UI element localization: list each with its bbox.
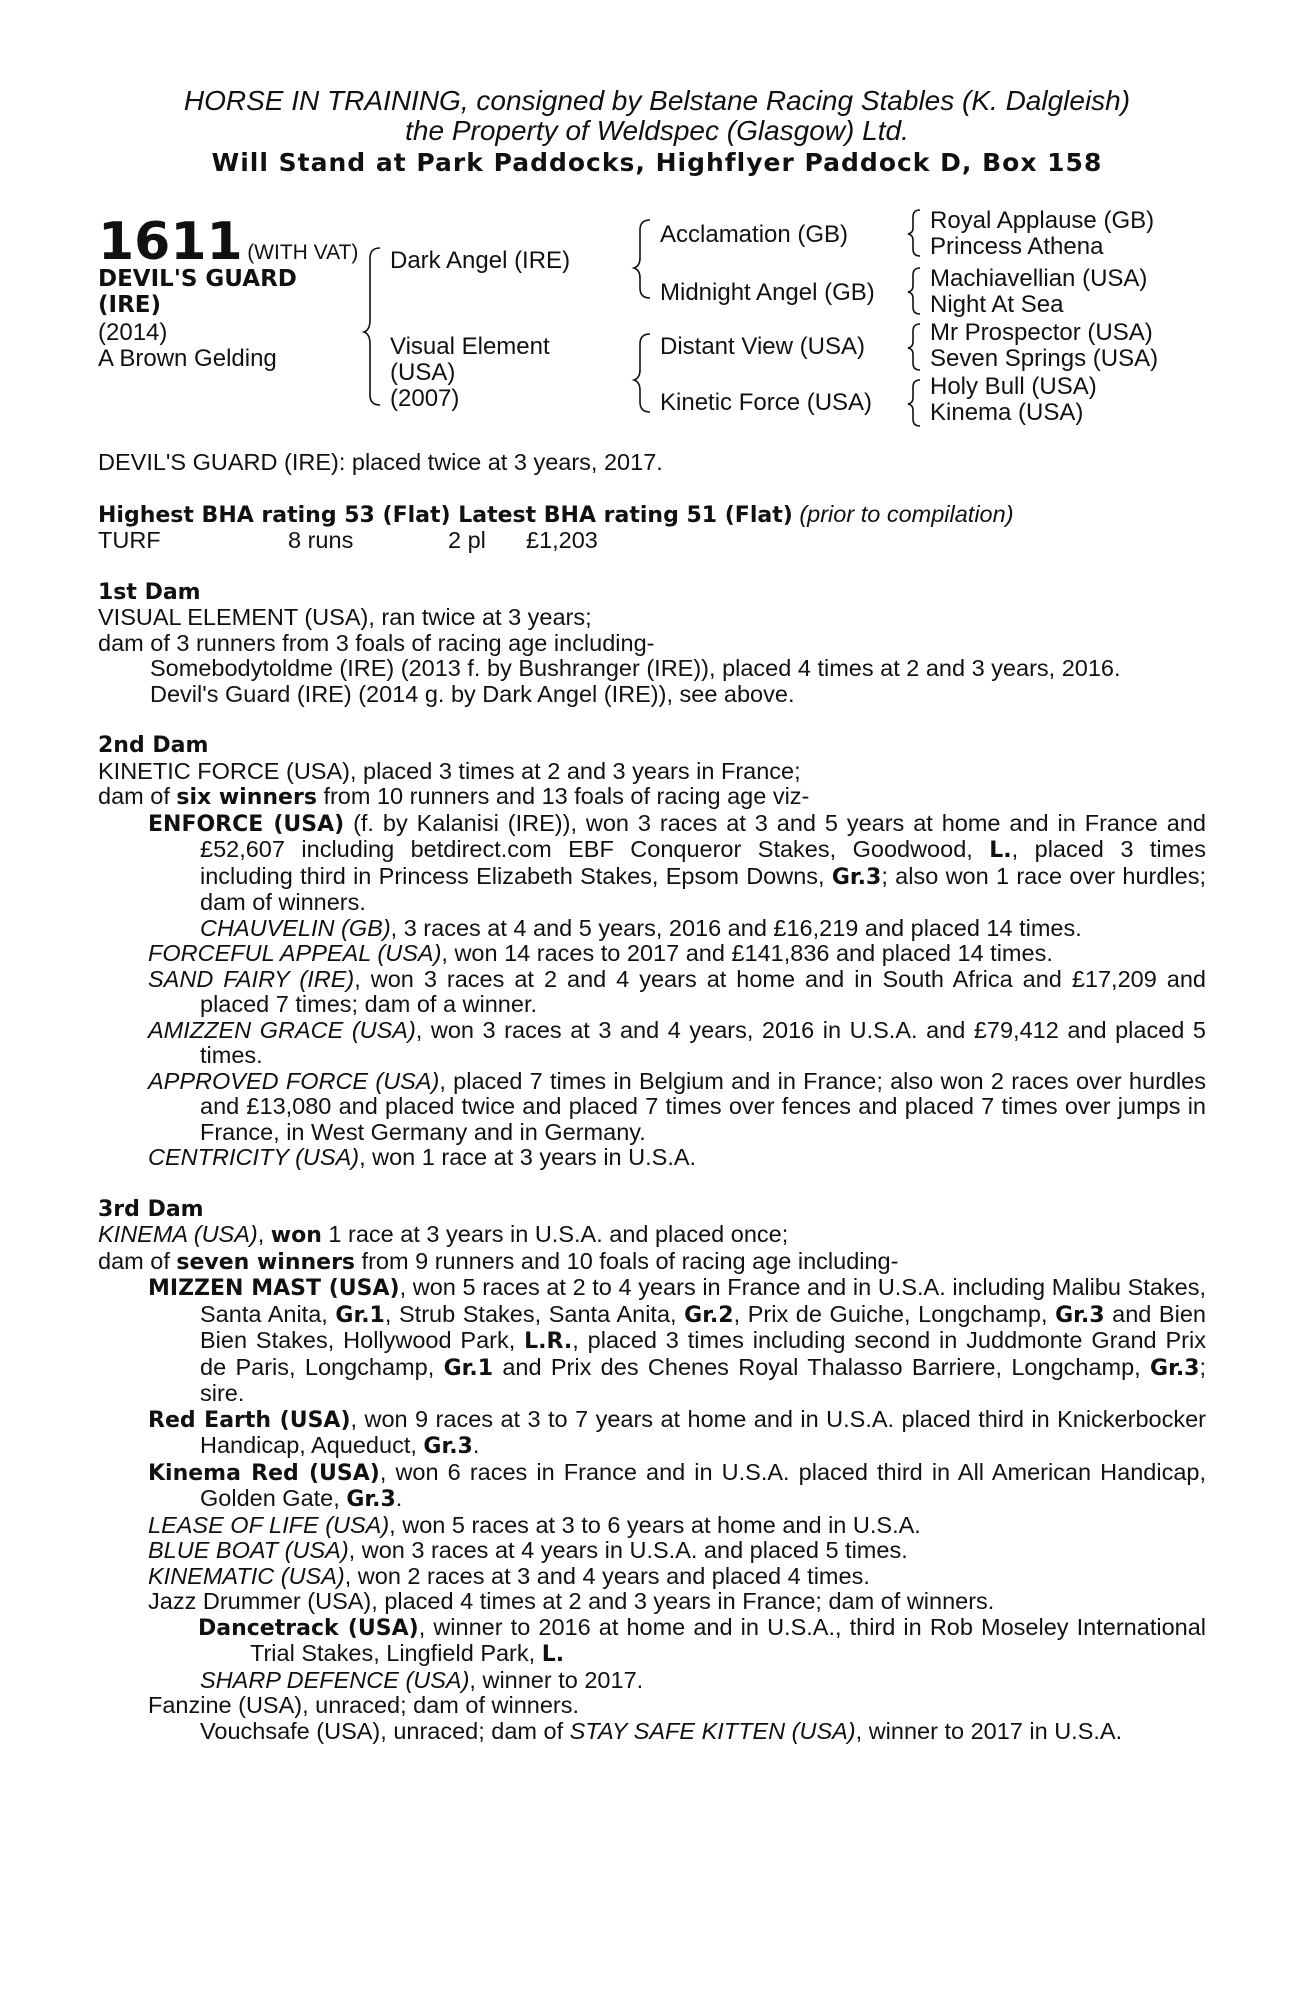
produce-entry: ENFORCE (USA) (f. by Kalanisi (IRE)), won 3 races at 3 and 5 years at home and in France and £52,607 including betdirect.com EBF Conqueror Stakes, Goodwood, L., placed 3 times including third in Princess Elizabeth Stakes, Epsom Downs, Gr.3; also won 1 race over hurdles; dam of winners. [148,809,1207,915]
first-dam-produce: dam of 3 runners from 3 foals of racing age including- [98,629,655,656]
produce-entry: SHARP DEFENCE (USA), winner to 2017. [200,1666,644,1693]
produce-entry: MIZZEN MAST (USA), won 5 races at 2 to 4 years in France and in U.S.A. including Malibu Stakes, Santa Anita, Gr.1, Strub Stakes, Santa Anita, Gr.2, Prix de Guiche, Longchamp, Gr.3 and Bien Bien Stakes, Hollywood Park, L.R., placed 3 times including second in Juddmonte Grand Prix de Paris, Longchamp, Gr.1 and Prix des Chenes Royal Thalasso Barriere, Longchamp, Gr.3; sire. [148,1274,1207,1406]
produce-entry: Somebodytoldme (IRE) (2013 f. by Bushranger (IRE)), placed 4 times at 2 and 3 years, 2016. [150,655,1121,681]
pedigree-sire-sire: Acclamation (GB) [660,221,849,248]
second-dam-produce: dam of six winners from 10 runners and 13 foals of racing age viz- [98,783,810,810]
produce-entry: SAND FAIRY (IRE), won 3 races at 2 and 4 years at home and in South Africa and £17,209 and placed 7 times; dam of a winner. [148,965,1206,1017]
bha-rating: Highest BHA rating 53 (Flat) Latest BHA rating 51 (Flat) (prior to compilation) [98,500,1014,528]
first-dam-line: VISUAL ELEMENT (USA), ran twice at 3 years; [98,604,592,630]
produce-entry: AMIZZEN GRACE (USA), won 3 races at 3 and 4 years, 2016 in U.S.A. and £79,412 and placed 5 times. [148,1016,1206,1068]
second-dam-heading: 2nd Dam [98,733,209,758]
produce-entry: Red Earth (USA), won 9 races at 3 to 7 years at home and in U.S.A. placed third in Knickerbocker Handicap, Aqueduct, Gr.3. [148,1405,1206,1459]
horse-year: (2014) [98,319,168,346]
pedigree-dam-sire: Distant View (USA) [660,333,865,360]
third-dam-heading: 3rd Dam [98,1196,204,1222]
produce-entry: BLUE BOAT (USA), won 3 races at 4 years in U.S.A. and placed 5 times. [148,1537,908,1563]
produce-entry: APPROVED FORCE (USA), placed 7 times in Belgium and in France; also won 2 races over hurdles and £13,080 and placed twice and placed 7 times over fences and placed 7 times over jumps in France, in West Germany and in Germany. [148,1067,1206,1145]
pedigree-dss: Mr Prospector (USA) [930,319,1153,346]
pedigree-sire: Dark Angel (IRE) [390,247,571,274]
third-dam-produce: dam of seven winners from 9 runners and 10 foals of racing age including- [98,1247,899,1275]
pedigree-ssd: Princess Athena [930,233,1104,260]
pedigree-dds: Holy Bull (USA) [930,373,1097,400]
header-line-2: the Property of Weldspec (Glasgow) Ltd. [405,115,909,146]
horse-name-line-2: (IRE) [98,292,162,318]
pedigree-sds: Machiavellian (USA) [930,265,1148,292]
produce-entry: FORCEFUL APPEAL (USA), won 14 races to 2017 and £141,836 and placed 14 times. [148,940,1053,966]
header-line-3: Will Stand at Park Paddocks, Highflyer Paddock D, Box 158 [211,148,1103,177]
produce-entry: Vouchsafe (USA), unraced; dam of STAY SAFE KITTEN (USA), winner to 2017 in U.S.A. [200,1717,1123,1744]
pedigree-sdd: Night At Sea [930,291,1064,318]
catalogue-body [98,450,1206,1744]
produce-entry: CENTRICITY (USA), won 1 race at 3 years in U.S.A. [148,1144,697,1170]
produce-entry: Devil's Guard (IRE) (2014 g. by Dark Angel (IRE)), see above. [150,680,795,707]
second-dam-line: KINETIC FORCE (USA), placed 3 times at 2 and 3 years in France; [98,757,801,784]
header-line-1: HORSE IN TRAINING, consigned by Belstane Racing Stables (K. Dalgleish) [183,85,1131,116]
produce-entry: CHAUVELIN (GB), 3 races at 4 and 5 years, 2016 and £16,219 and placed 14 times. [200,914,1082,941]
pedigree-ddd: Kinema (USA) [930,399,1084,426]
first-dam-heading: 1st Dam [98,579,201,605]
pedigree-dam-line-3: (2007) [390,385,460,412]
race-summary: DEVIL'S GUARD (IRE): placed twice at 3 years, 2017. [98,449,663,475]
produce-entry: LEASE OF LIFE (USA), won 5 races at 3 to 6 years at home and in U.S.A. [148,1511,921,1538]
horse-description: A Brown Gelding [98,345,277,372]
turf-record: TURF 8 runs 2 pl £1,203 [98,527,598,553]
lot-number: 1611 [98,212,243,272]
pedigree-sire-dam: Midnight Angel (GB) [660,279,875,306]
pedigree-dam-line-2: (USA) [390,359,456,386]
pedigree-dsd: Seven Springs (USA) [930,345,1159,372]
produce-entry: Dancetrack (USA), winner to 2016 at home and in U.S.A., third in Rob Moseley International Trial Stakes, Lingfield Park, L. [198,1613,1206,1667]
pedigree-sss: Royal Applause (GB) [930,207,1155,234]
produce-entry: Fanzine (USA), unraced; dam of winners. [148,1692,580,1718]
produce-entry: Jazz Drummer (USA), placed 4 times at 2 and 3 years in France; dam of winners. [148,1588,995,1614]
third-dam-line: KINEMA (USA), won 1 race at 3 years in U.S.A. and placed once; [98,1221,789,1248]
produce-entry: KINEMATIC (USA), won 2 races at 3 and 4 years and placed 4 times. [148,1562,870,1589]
pedigree-dam-dam: Kinetic Force (USA) [660,389,873,416]
pedigree-dam-line-1: Visual Element [390,333,550,360]
produce-entry: Kinema Red (USA), won 6 races in France and in U.S.A. placed third in All American Handicap, Golden Gate, Gr.3. [148,1458,1206,1512]
horse-name-line-1: DEVIL'S GUARD [98,266,297,292]
vat-note: (WITH VAT) [247,241,359,264]
